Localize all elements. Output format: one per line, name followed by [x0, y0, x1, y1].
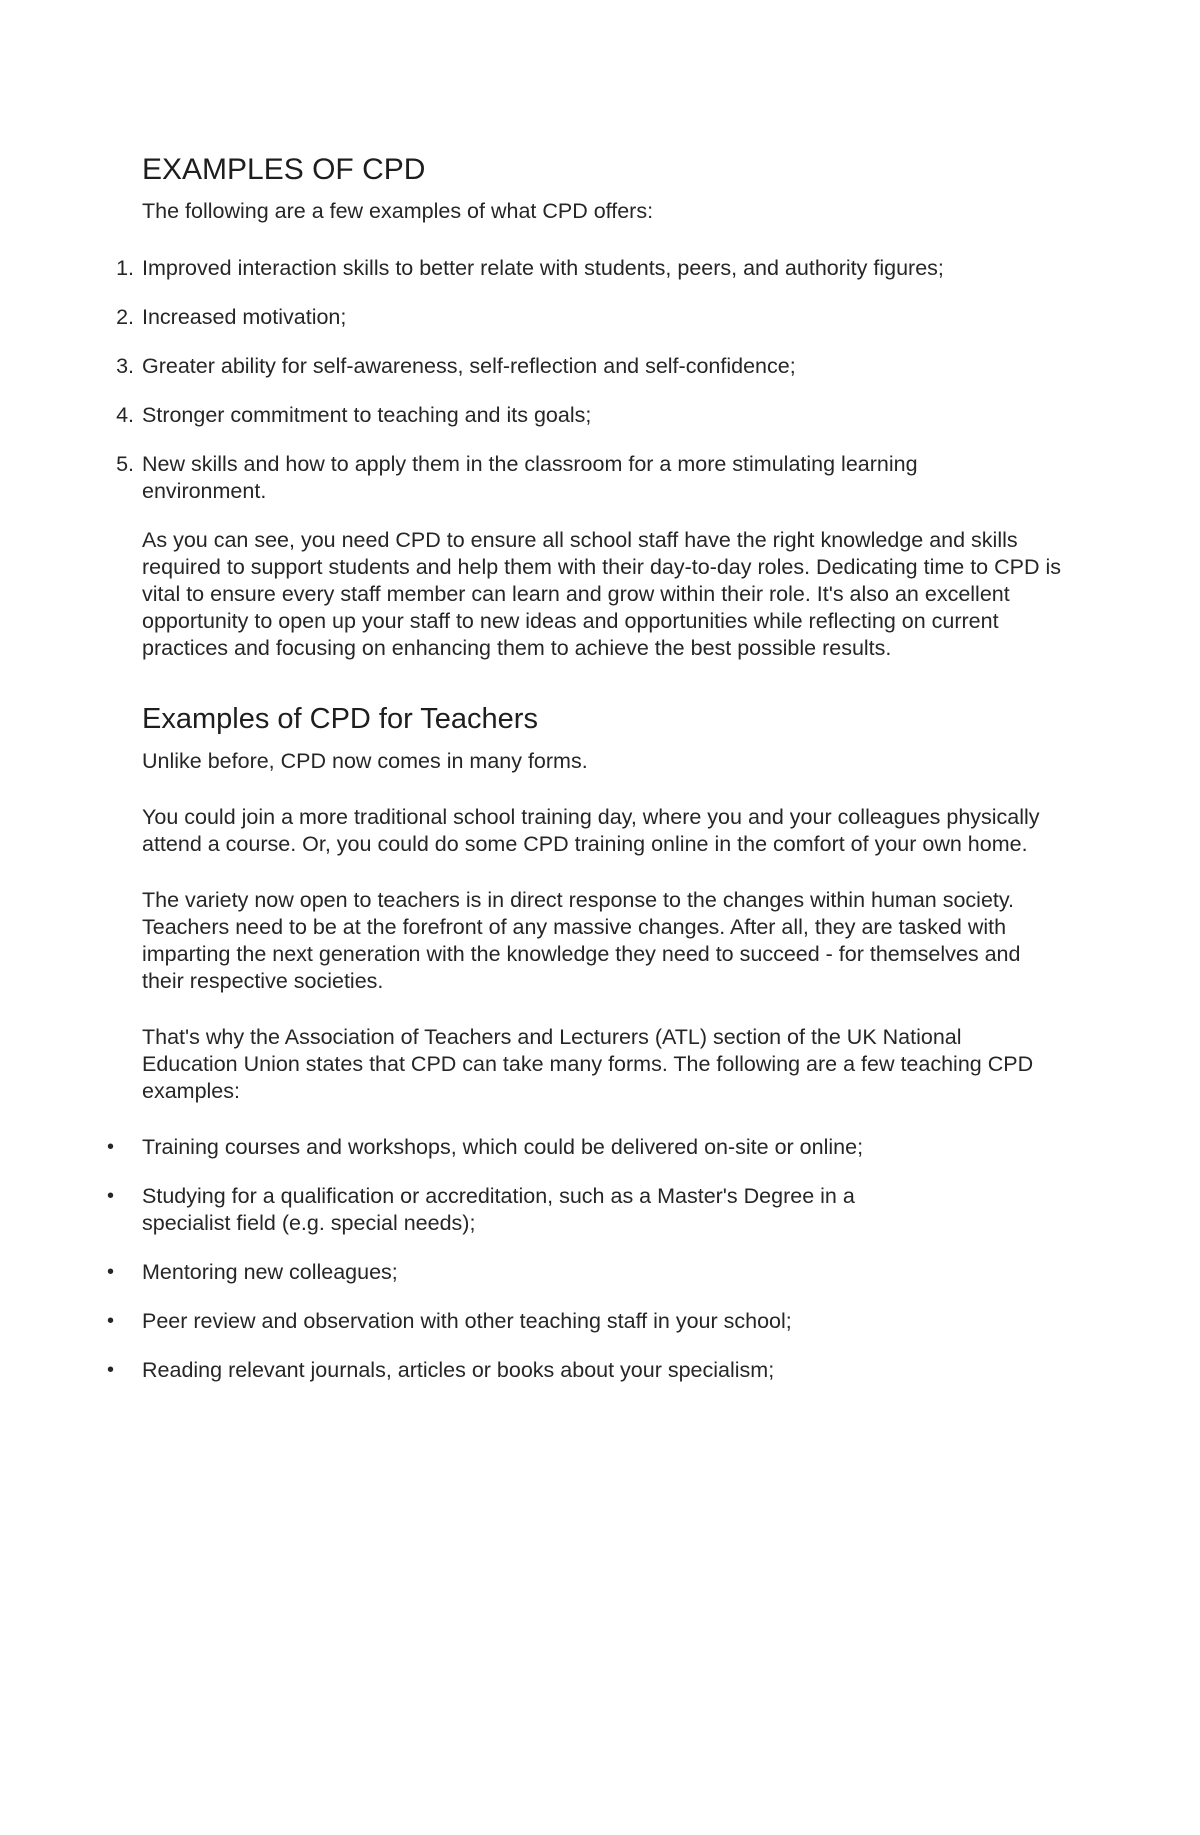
list-item [116, 402, 1062, 429]
paragraph-cpd-importance: As you can see, you need CPD to ensure all school staff have the right knowledge and skills required to support students and help them with their day-to-day roles. Dedicating time to CPD is vital to ensure every staff member can learn and grow within their role. It's also an excellent opportunity to open up your staff to new ideas and opportunities while reflecting on current practices and focusing on enhancing them to achieve the best possible results. [142, 528, 1061, 660]
list-item [116, 353, 1062, 380]
bullet-icon: • [107, 1309, 115, 1332]
document-page [107, 152, 1062, 1413]
list-item [116, 451, 1062, 505]
page-title: EXAMPLES OF CPD [142, 153, 426, 186]
list-item-text: Mentoring new colleagues; [142, 1259, 398, 1284]
list-item-text: Reading relevant journals, articles or books about your specialism; [142, 1357, 775, 1382]
bullet-icon: • [107, 1184, 115, 1207]
list-item [107, 1183, 1062, 1237]
bullet-icon: • [107, 1358, 115, 1381]
list-item [116, 304, 1062, 331]
offers-list [116, 255, 1062, 505]
list-item [107, 1357, 1062, 1384]
list-item-text: Peer review and observation with other teaching staff in your school; [142, 1308, 792, 1333]
list-number: 2. [116, 305, 134, 329]
bullet-icon: • [107, 1135, 115, 1158]
list-item-text: Improved interaction skills to better relate with students, peers, and authority figures; [142, 256, 944, 280]
list-item-text: Greater ability for self-awareness, self-reflection and self-confidence; [142, 354, 796, 378]
examples-list [107, 1134, 1062, 1384]
list-item [107, 1308, 1062, 1335]
list-item-text: Studying for a qualification or accreditation, such as a Master's Degree in a specialist field (e.g. special needs); [142, 1183, 855, 1235]
section-heading-teachers: Examples of CPD for Teachers [142, 703, 538, 735]
paragraph-training-day: You could join a more traditional school training day, where you and your colleagues physically attend a course. Or, you could do some CPD training online in the comfort of your own home. [142, 804, 1040, 856]
list-number: 4. [116, 403, 134, 427]
list-item [116, 255, 1062, 282]
list-number: 1. [116, 256, 134, 280]
list-item-text: Increased motivation; [142, 305, 347, 329]
list-item [107, 1134, 1062, 1161]
bullet-icon: • [107, 1260, 115, 1283]
paragraph-variety: The variety now open to teachers is in direct response to the changes within human society. Teachers need to be at the forefront of any massive changes. After all, they are tasked with imparting the next generation with the knowledge they need to succeed - for themselves and their respective societies. [142, 887, 1021, 993]
list-item [107, 1259, 1062, 1286]
intro-text: The following are a few examples of what CPD offers: [142, 199, 654, 223]
list-item-text: Training courses and workshops, which could be delivered on-site or online; [142, 1134, 864, 1159]
list-number: 5. [116, 452, 134, 476]
paragraph-atl: That's why the Association of Teachers and Lecturers (ATL) section of the UK National Education Union states that CPD can take many forms. The following are a few teaching CPD examples: [142, 1024, 1034, 1103]
paragraph-forms: Unlike before, CPD now comes in many forms. [142, 748, 588, 773]
list-number: 3. [116, 354, 134, 378]
list-item-text: New skills and how to apply them in the classroom for a more stimulating learning environment. [142, 452, 918, 503]
list-item-text: Stronger commitment to teaching and its goals; [142, 403, 592, 427]
